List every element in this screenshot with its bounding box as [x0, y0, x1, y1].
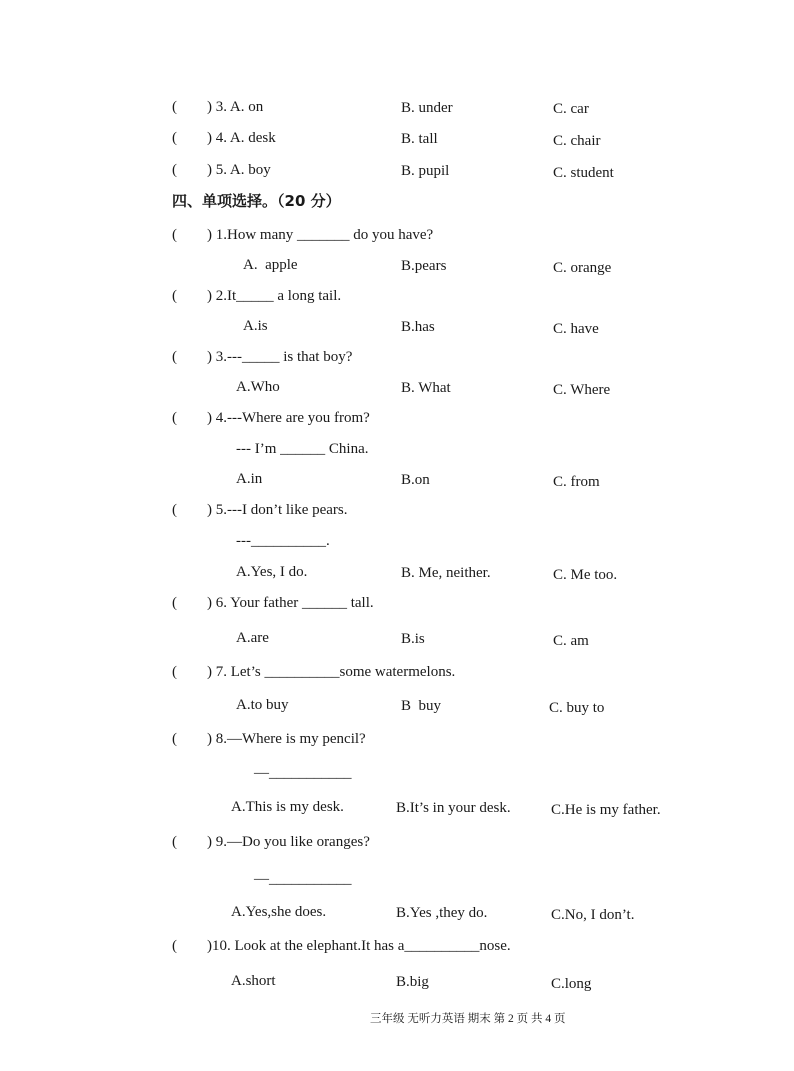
question-2-stem: ( ) 2.It_____ a long tail.	[172, 288, 342, 304]
question-8-option-b: B.It’s in your desk.	[396, 800, 511, 816]
question-7-stem: ( ) 7. Let’s __________some watermelons.	[172, 664, 456, 680]
question-2-option-a: A.is	[243, 318, 268, 334]
question-3-option-a: A.Who	[236, 379, 280, 395]
question-6-stem: ( ) 6. Your father ______ tall.	[172, 595, 374, 611]
option-c: C. student	[553, 165, 614, 181]
question-9-option-a: A.Yes,she does.	[231, 904, 327, 920]
option-c: C. chair	[553, 133, 601, 149]
question-6-option-b: B.is	[401, 631, 425, 647]
question-stem: ( ) 4. A. desk	[172, 130, 276, 146]
section-heading: 四、单项选择。（20 分）	[172, 192, 341, 210]
question-2-option-c: C. have	[553, 321, 599, 337]
question-8-option-a: A.This is my desk.	[231, 799, 344, 815]
question-9-stem: ( ) 9.—Do you like oranges?	[172, 834, 370, 850]
question-6-option-c: C. am	[553, 633, 589, 649]
question-5-option-a: A.Yes, I do.	[236, 564, 308, 580]
question-4-stem: ( ) 4.---Where are you from?	[172, 410, 370, 426]
question-4-option-c: C. from	[553, 474, 600, 490]
question-8-stem: ( ) 8.—Where is my pencil?	[172, 731, 366, 747]
question-6-option-a: A.are	[236, 630, 269, 646]
question-stem: ( ) 5. A. boy	[172, 162, 271, 178]
question-10-stem: ( )10. Look at the elephant.It has a__________nose.	[172, 938, 511, 954]
question-3-stem: ( ) 3.---_____ is that boy?	[172, 349, 353, 365]
question-10-option-c: C.long	[551, 976, 592, 992]
question-4-answer-line: --- I’m ______ China.	[236, 441, 369, 457]
question-5-stem: ( ) 5.---I don’t like pears.	[172, 502, 348, 518]
option-b: B. tall	[401, 131, 438, 147]
question-1-option-a: A. apple	[243, 257, 298, 273]
question-2-option-b: B.has	[401, 319, 435, 335]
question-10-option-b: B.big	[396, 974, 429, 990]
question-8-answer-line: —___________	[254, 765, 352, 781]
question-9-option-b: B.Yes ,they do.	[396, 905, 488, 921]
question-stem: ( ) 3. A. on	[172, 99, 264, 115]
question-8-option-c: C.He is my father.	[551, 802, 661, 818]
question-5-option-c: C. Me too.	[553, 567, 618, 583]
question-1-stem: ( ) 1.How many _______ do you have?	[172, 227, 434, 243]
question-7-option-c: C. buy to	[549, 700, 605, 716]
question-7-option-a: A.to buy	[236, 697, 289, 713]
question-5-answer-line: ---__________.	[236, 533, 330, 549]
question-4-option-a: A.in	[236, 471, 263, 487]
option-b: B. under	[401, 100, 453, 116]
question-5-option-b: B. Me, neither.	[401, 565, 491, 581]
question-3-option-c: C. Where	[553, 382, 611, 398]
option-c: C. car	[553, 101, 589, 117]
question-9-answer-line: —___________	[254, 871, 352, 887]
option-b: B. pupil	[401, 163, 450, 179]
question-1-option-c: C. orange	[553, 260, 612, 276]
question-1-option-b: B.pears	[401, 258, 447, 274]
question-4-option-b: B.on	[401, 472, 430, 488]
question-7-option-b: B buy	[401, 698, 442, 714]
question-9-option-c: C.No, I don’t.	[551, 907, 635, 923]
question-10-option-a: A.short	[231, 973, 276, 989]
question-3-option-b: B. What	[401, 380, 451, 396]
page-footer: 三年级 无听力英语 期末 第 2 页 共 4 页	[370, 1013, 566, 1025]
